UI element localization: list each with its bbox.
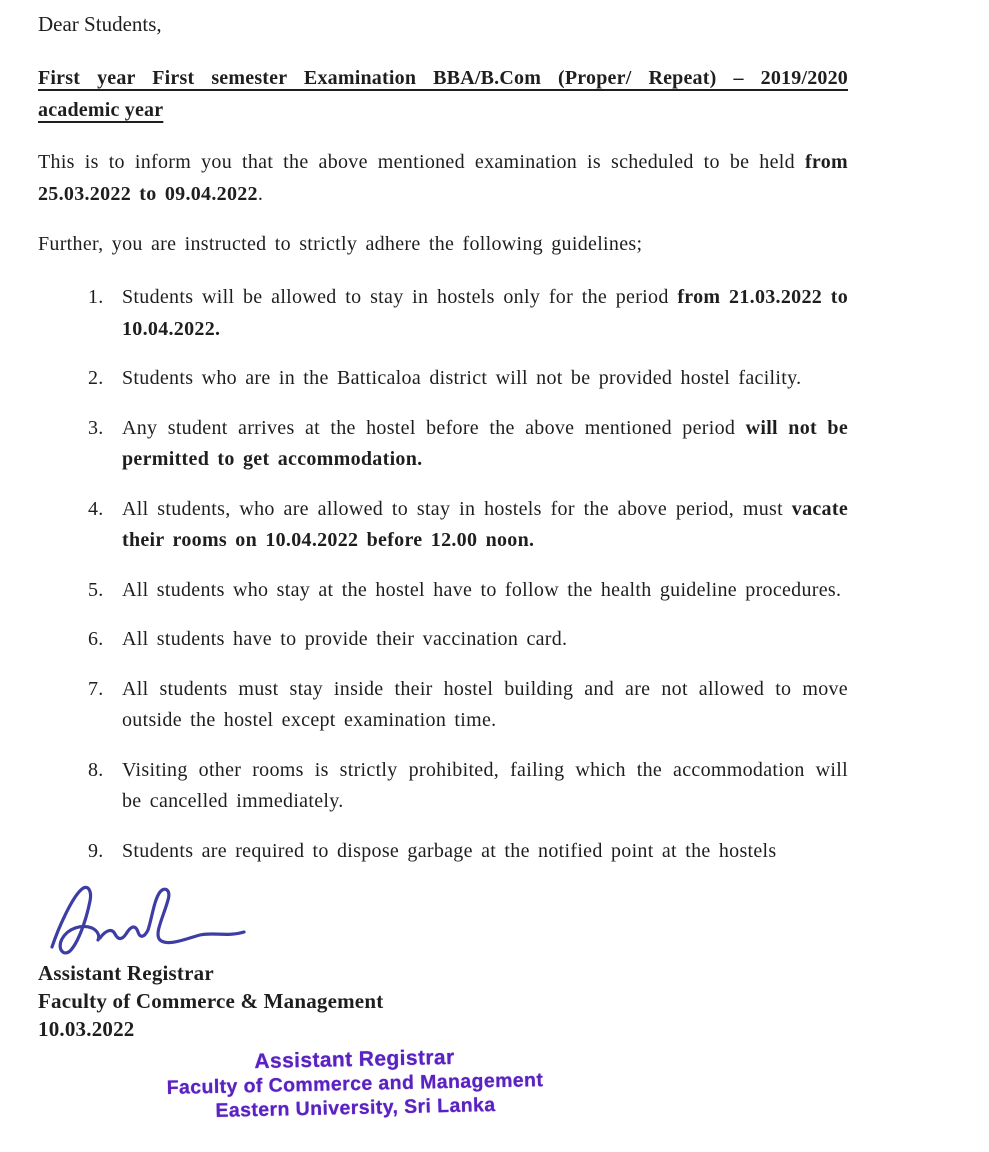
intro-period: .	[257, 183, 264, 205]
guideline-text: Any student arrives at the hostel before the above mentioned period	[122, 416, 746, 439]
guideline-number: 9.	[88, 839, 104, 862]
guidelines-intro: Further, you are instructed to strictly adhere the following guidelines;	[38, 233, 643, 255]
guideline-item	[38, 363, 848, 395]
intro-text: This is to inform you that the above mentioned examination is scheduled to be held	[38, 151, 805, 173]
guideline-text-bold: will not be permitted to get accommodation.	[122, 416, 848, 470]
stamp-line-3: Eastern University, Sri Lanka	[215, 1094, 496, 1122]
salutation: Dear Students,	[38, 12, 162, 36]
guideline-number: 7.	[88, 677, 104, 700]
guideline-item	[38, 282, 848, 345]
guideline-number: 6.	[88, 628, 104, 650]
guideline-item	[38, 624, 848, 656]
guideline-item	[38, 755, 848, 818]
guideline-item	[38, 674, 848, 737]
guideline-number: 8.	[88, 758, 104, 781]
signoff-block	[38, 959, 848, 1043]
signoff-date: 10.03.2022	[38, 1017, 135, 1041]
guideline-number: 4.	[88, 497, 104, 520]
guideline-text: Students are required to dispose garbage at the notified point at the hostels	[122, 839, 777, 862]
signoff-title: Assistant Registrar	[38, 961, 214, 985]
stamp-line-2: Faculty of Commerce and Management	[166, 1069, 544, 1099]
subject-line-1: First year First semester Examination BBA/B.Com (Proper/ Repeat) – 2019/2020	[38, 67, 848, 89]
official-stamp	[149, 1043, 560, 1125]
guideline-text: All students, who are allowed to stay in hostels for the above period, must	[122, 497, 792, 520]
guideline-number: 1.	[88, 286, 104, 308]
letter-content	[38, 10, 848, 1120]
stamp-line-1: Assistant Registrar	[254, 1045, 455, 1074]
guideline-item	[38, 494, 848, 557]
guideline-number: 2.	[88, 367, 104, 389]
guideline-text-bold: vacate their rooms on 10.04.2022 before 12.00 noon.	[122, 497, 848, 551]
subject-heading	[38, 62, 848, 126]
guideline-text: All students who stay at the hostel have to follow the health guideline procedures.	[122, 578, 842, 601]
guideline-text: All students have to provide their vaccination card.	[122, 628, 568, 650]
guideline-text: Students who are in the Batticaloa district will not be provided hostel facility.	[122, 367, 802, 389]
guideline-item	[38, 836, 848, 868]
guideline-number: 5.	[88, 578, 104, 601]
guidelines-list	[38, 282, 848, 867]
guideline-item	[38, 575, 848, 607]
subject-line-2: academic year	[38, 99, 164, 121]
guideline-number: 3.	[88, 416, 104, 439]
intro-paragraph	[38, 146, 848, 210]
guideline-text-bold: from 21.03.2022 to 10.04.2022.	[122, 286, 848, 340]
guideline-item	[38, 413, 848, 476]
guideline-text: Visiting other rooms is strictly prohibited, failing which the accommodation will be cancelled immediately.	[122, 758, 848, 812]
signature-ink	[48, 885, 258, 957]
signoff-faculty: Faculty of Commerce & Management	[38, 989, 384, 1013]
intro-exam-dates: from 25.03.2022 to 09.04.2022	[38, 151, 848, 205]
guideline-text: Students will be allowed to stay in hostels only for the period	[122, 286, 678, 308]
guideline-text: All students must stay inside their hostel building and are not allowed to move outside the hostel except examination time.	[122, 677, 848, 731]
